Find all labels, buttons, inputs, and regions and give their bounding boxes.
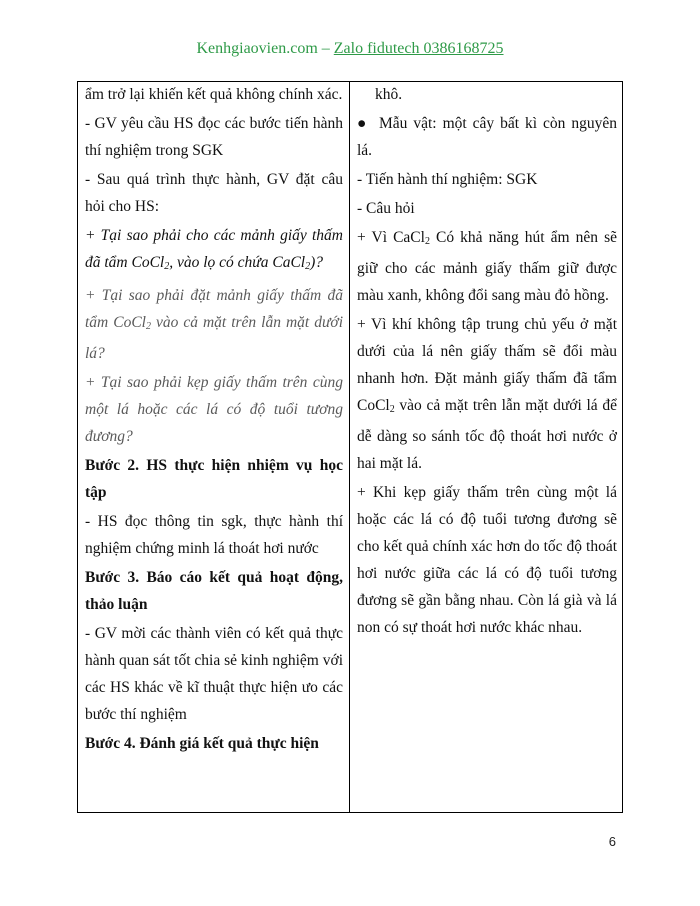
answer-2: + Vì khí không tập trung chủ yếu ở mặt dưới của lá nên giấy thấm sẽ đổi màu nhanh hơn. Đặt mảnh giấy thấm đã tẩm CoCl$_2$ vào cả mặt trên lẫn mặt dưới lá để dễ dàng so sánh tốc độ thoát hơi nước ở hai mặt lá. [357, 316, 617, 472]
question-1: + Tại sao phải cho các mảnh giấy thấm đã tẩm CoCl$_2$, vào lọ có chứa CaCl$_2$)? [85, 227, 343, 272]
step-3-text: - GV mời các thành viên có kết quả thực hành quan sát tốt chia sẻ kinh nghiệm với các HS khác về kĩ thuật thực hiện ưo các bước thí nghiệm [85, 625, 343, 723]
site-name: Kenhgiaovien.com [196, 40, 318, 57]
left-instruction: - GV yêu cầu HS đọc các bước tiến hành thí nghiệm trong SGK [85, 115, 343, 159]
step-2-text: - HS đọc thông tin sgk, thực hành thí nghiệm chứng minh lá thoát hơi nước [85, 513, 343, 557]
questions-label: - Câu hỏi [357, 200, 415, 217]
page-number: 6 [608, 834, 616, 849]
step-3-heading: Bước 3. Báo cáo kết quả hoạt động, thảo luận [85, 569, 343, 613]
sample-item: ● Mẫu vật: một cây bất kì còn nguyên lá. [357, 110, 617, 164]
question-3: + Tại sao phải kẹp giấy thấm trên cùng một lá hoặc các lá có độ tuổi tương đương? [85, 374, 343, 445]
procedure-line: - Tiến hành thí nghiệm: SGK [357, 171, 538, 188]
left-line-1: ẩm trở lại khiến kết quả không chính xác. [85, 86, 343, 103]
right-line-kho: khô. [375, 86, 403, 103]
page-header [0, 40, 700, 58]
question-2: + Tại sao phải đặt mảnh giấy thấm đã tẩm CoCl$_2$ vào cả mặt trên lẫn mặt dưới lá? [85, 287, 343, 362]
step-2-heading: Bước 2. HS thực hiện nhiệm vụ học tập [85, 457, 343, 501]
answer-1: + Vì CaCl$_2$ Có khả năng hút ẩm nên sẽ giữ cho các mảnh giấy thấm giữ được màu xanh, không đổi sang màu đỏ hồng. [357, 229, 617, 304]
teacher-column [78, 82, 349, 812]
bullet-icon: ● [357, 115, 367, 132]
zalo-link[interactable]: Zalo fidutech 0386168725 [333, 40, 504, 57]
step-4-heading: Bước 4. Đánh giá kết quả thực hiện [85, 735, 319, 752]
student-column [350, 82, 622, 812]
answer-3: + Khi kẹp giấy thấm trên cùng một lá hoặc các lá có độ tuổi tương đương sẽ cho kết quả chính xác hơn do tốc độ thoát hơi nước giữa các lá có độ tuổi tương đương sẽ gần bằng nhau. Còn lá già và lá non có sự thoát hơi nước khác nhau. [357, 484, 617, 636]
header-separator: – [317, 40, 334, 57]
lesson-table [77, 81, 623, 813]
left-question-intro: - Sau quá trình thực hành, GV đặt câu hỏi cho HS: [85, 171, 343, 215]
